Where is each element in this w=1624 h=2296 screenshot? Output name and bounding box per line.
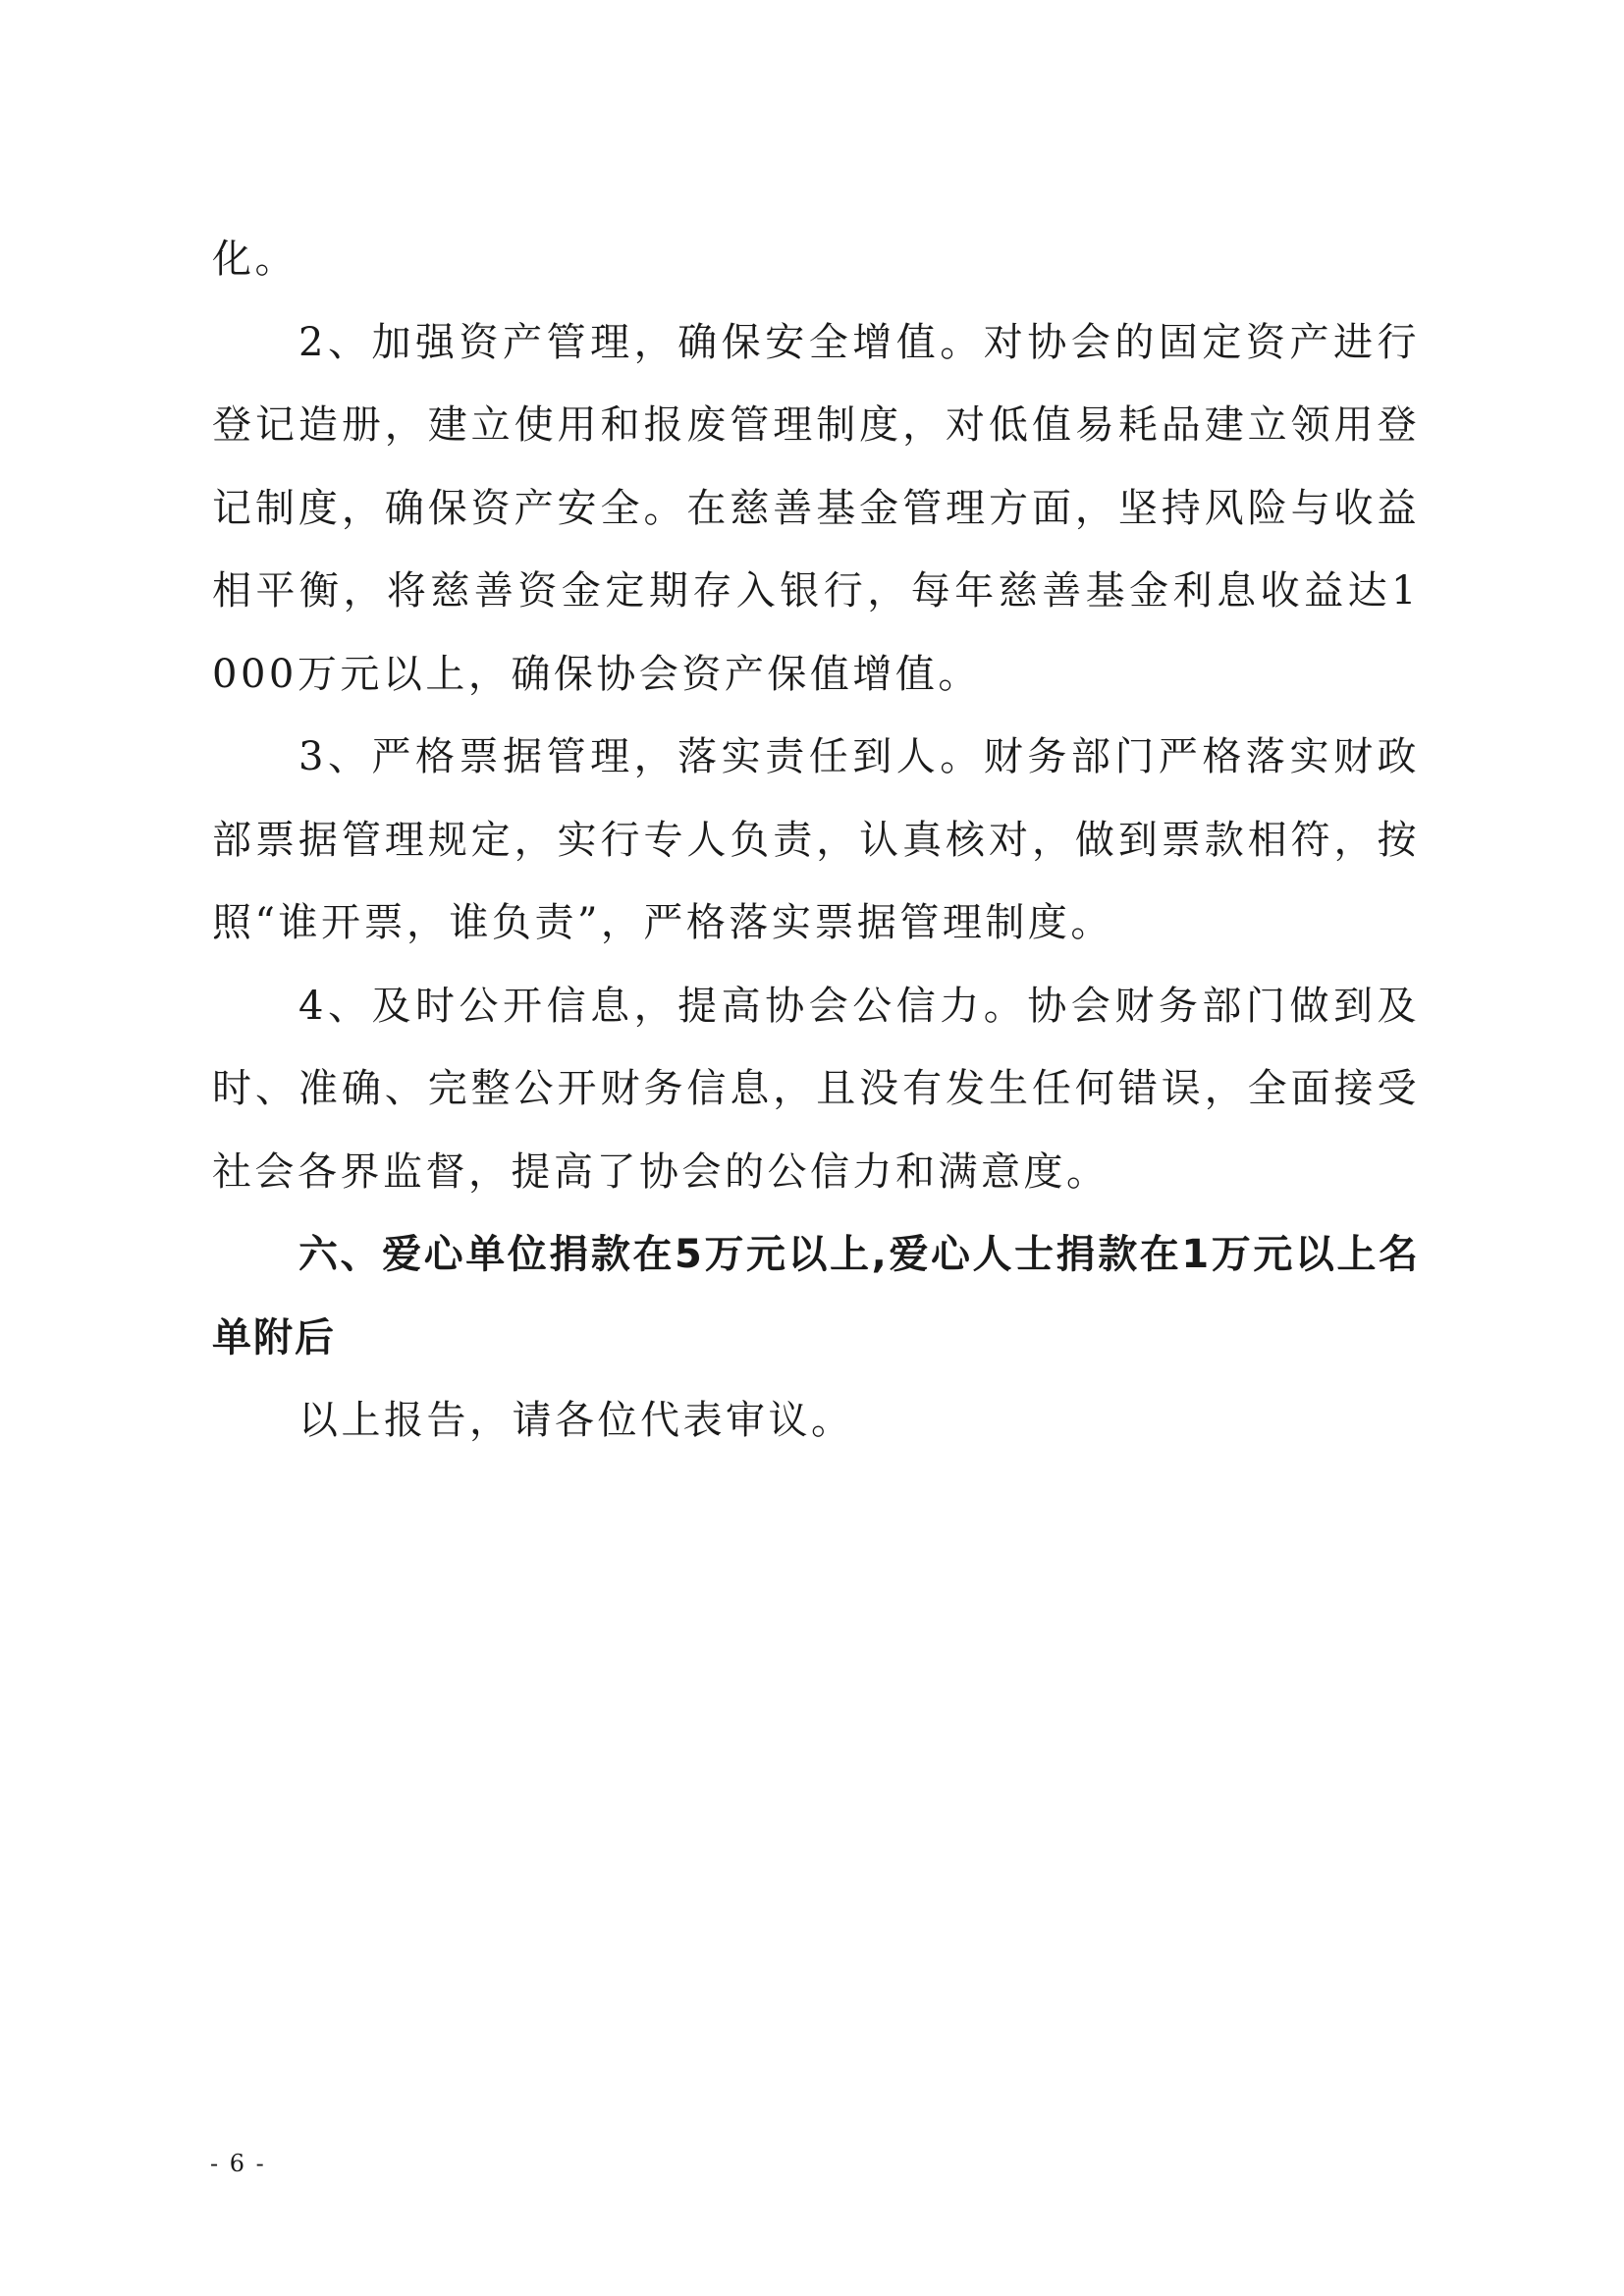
closing-statement: 以上报告，请各位代表审议。 (298, 1398, 854, 1443)
document-body (212, 218, 1420, 1463)
paragraph-information-disclosure: 4、及时公开信息，提高协会公信力。协会财务部门做到及时、准确、完整公开财务信息，且没有发生任何错误，全面接受社会各界监督，提高了协会的公信力和满意度。 (212, 983, 1420, 1195)
paragraph-receipt-management: 3、严格票据管理，落实责任到人。财务部门严格落实财政部票据管理规定，实行专人负责，认真核对，做到票款相符，按照“谁开票，谁负责”，严格落实票据管理制度。 (212, 734, 1420, 945)
page-number: - 6 - (210, 2150, 266, 2177)
section-heading: 六、爱心单位捐款在5万元以上,爱心人士捐款在1万元以上名单附后 (212, 1232, 1420, 1361)
paragraph-continuation: 化。 (212, 237, 298, 282)
paragraph-asset-management: 2、加强资产管理，确保安全增值。对协会的固定资产进行登记造册，建立使用和报废管理制度，对低值易耗品建立领用登记制度，确保资产安全。在慈善基金管理方面，坚持风险与收益相平衡，将慈善资金定期存入银行，每年慈善基金利息收益达1000万元以上，确保协会资产保值增值。 (212, 319, 1420, 697)
